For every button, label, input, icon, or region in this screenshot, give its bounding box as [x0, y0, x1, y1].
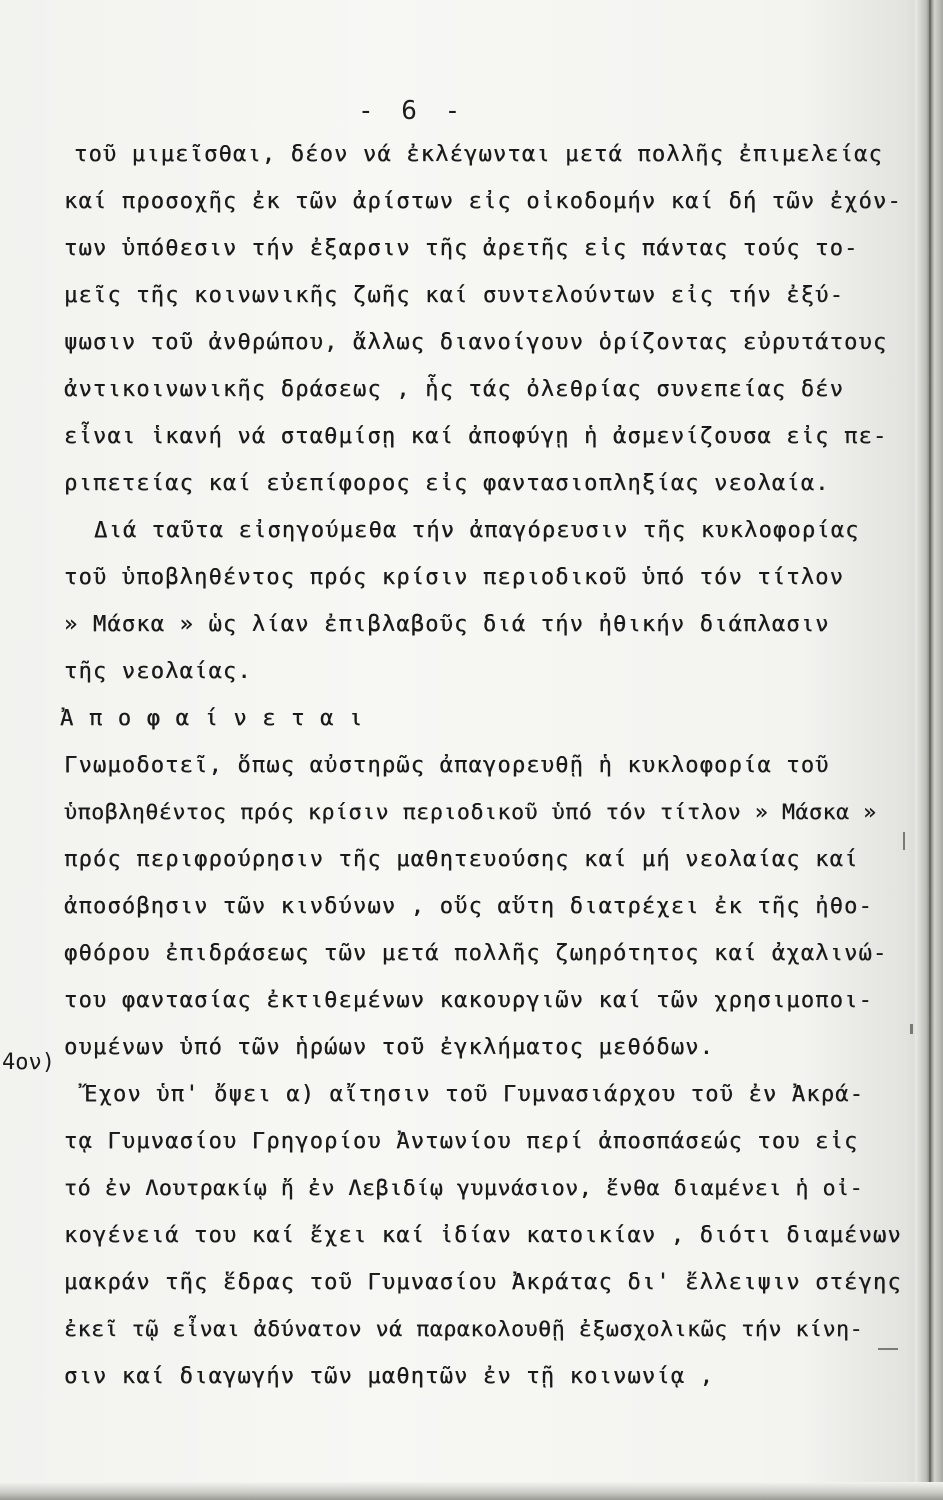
text-line: τό ἐν Λουτρακίῳ ἤ ἐν Λεβιδίῳ γυμνάσιον, ἔνθα διαμένει ἡ οἰ-: [64, 1176, 864, 1201]
text-line: εἶναι ἱκανή νά σταθμίσῃ καί ἀποφύγῃ ἡ ἀσμενίζουσα εἰς πε-: [64, 424, 888, 449]
text-line: κογένειά του καί ἔχει καί ἰδίαν κατοικίαν , διότι διαμένων: [64, 1223, 902, 1248]
text-line: ἀποσόβησιν τῶν κινδύνων , οὕς αὕτη διατρέχει ἐκ τῆς ἠθο-: [64, 894, 873, 919]
text-line: ἀντικοινωνικῆς δράσεως , ἧς τάς ὀλεθρίας συνεπείας δέν: [64, 377, 845, 402]
page-bottom-edge: [0, 1482, 943, 1500]
margin-mark: [903, 832, 905, 850]
section-heading: Ἀ π ο φ α ί ν ε τ α ι: [60, 706, 364, 731]
text-line: Γνωμοδοτεῖ, ὅπως αὐστηρῶς ἀπαγορευθῇ ἡ κυκλοφορία τοῦ: [64, 753, 830, 778]
text-line: ουμένων ὑπό τῶν ἡρώων τοῦ ἐγκλήματος μεθόδων.: [64, 1035, 715, 1060]
text-line: Διά ταῦτα εἰσηγούμεθα τήν ἀπαγόρευσιν τῆς κυκλοφορίας: [94, 518, 860, 543]
text-line: ὑποβληθέντος πρός κρίσιν περιοδικοῦ ὑπό τόν τίτλον » Μάσκα »: [64, 800, 877, 825]
text-line: σιν καί διαγωγήν τῶν μαθητῶν ἐν τῇ κοινωνίᾳ ,: [64, 1364, 715, 1389]
text-line: τοῦ ὑποβληθέντος πρός κρίσιν περιοδικοῦ ὑπό τόν τίτλον: [64, 565, 845, 590]
text-line: μεῖς τῆς κοινωνικῆς ζωῆς καί συντελούντων εἰς τήν ἐξύ-: [64, 283, 845, 308]
text-line: ἐκεῖ τῷ εἶναι ἀδύνατον νά παρακολουθῇ ἐξωσχολικῶς τήν κίνη-: [64, 1317, 864, 1342]
text-line: Ἔχον ὑπ' ὄψει α) αἴτησιν τοῦ Γυμνασιάρχου τοῦ ἐν Ἀκρά-: [84, 1082, 865, 1107]
text-line: του φαντασίας ἐκτιθεμένων κακουργιῶν καί τῶν χρησιμοποι-: [64, 988, 873, 1013]
text-line: ψωσιν τοῦ ἀνθρώπου, ἄλλως διανοίγουν ὁρίζοντας εὐρυτάτους: [64, 330, 888, 355]
text-line: καί προσοχῆς ἐκ τῶν ἀρίστων εἰς οἰκοδομήν καί δή τῶν ἐχόν-: [64, 189, 902, 214]
text-line: ριπετείας καί εὐεπίφορος εἰς φαντασιοπληξίας νεολαία.: [64, 471, 830, 496]
text-line: φθόρου ἐπιδράσεως τῶν μετά πολλῆς ζωηρότητος καί ἀχαλινώ-: [64, 941, 888, 966]
margin-mark: [910, 1024, 913, 1034]
text-line: » Μάσκα » ὡς λίαν ἐπιβλαβοῦς διά τήν ἠθικήν διάπλασιν: [64, 612, 830, 637]
text-line: των ὑπόθεσιν τήν ἐξαρσιν τῆς ἀρετῆς εἰς πάντας τούς το-: [64, 236, 859, 261]
section-marker: 4ον): [2, 1050, 55, 1075]
text-line: τῆς νεολαίας.: [64, 659, 252, 684]
text-line: τοῦ μιμεῖσθαι, δέον νά ἐκλέγωνται μετά πολλῆς ἐπιμελείας: [74, 142, 883, 167]
margin-mark: [878, 1348, 898, 1350]
page-number: - 6 -: [358, 96, 467, 126]
text-line: τᾳ Γυμνασίου Γρηγορίου Ἀντωνίου περί ἀποσπάσεώς του εἰς: [64, 1129, 859, 1154]
text-line: πρός περιφρούρησιν τῆς μαθητευούσης καί μή νεολαίας καί: [64, 847, 859, 872]
binding-shadow-line: [929, 0, 931, 1500]
text-line: μακράν τῆς ἕδρας τοῦ Γυμνασίου Ἀκράτας δι' ἔλλειψιν στέγης: [64, 1270, 902, 1295]
